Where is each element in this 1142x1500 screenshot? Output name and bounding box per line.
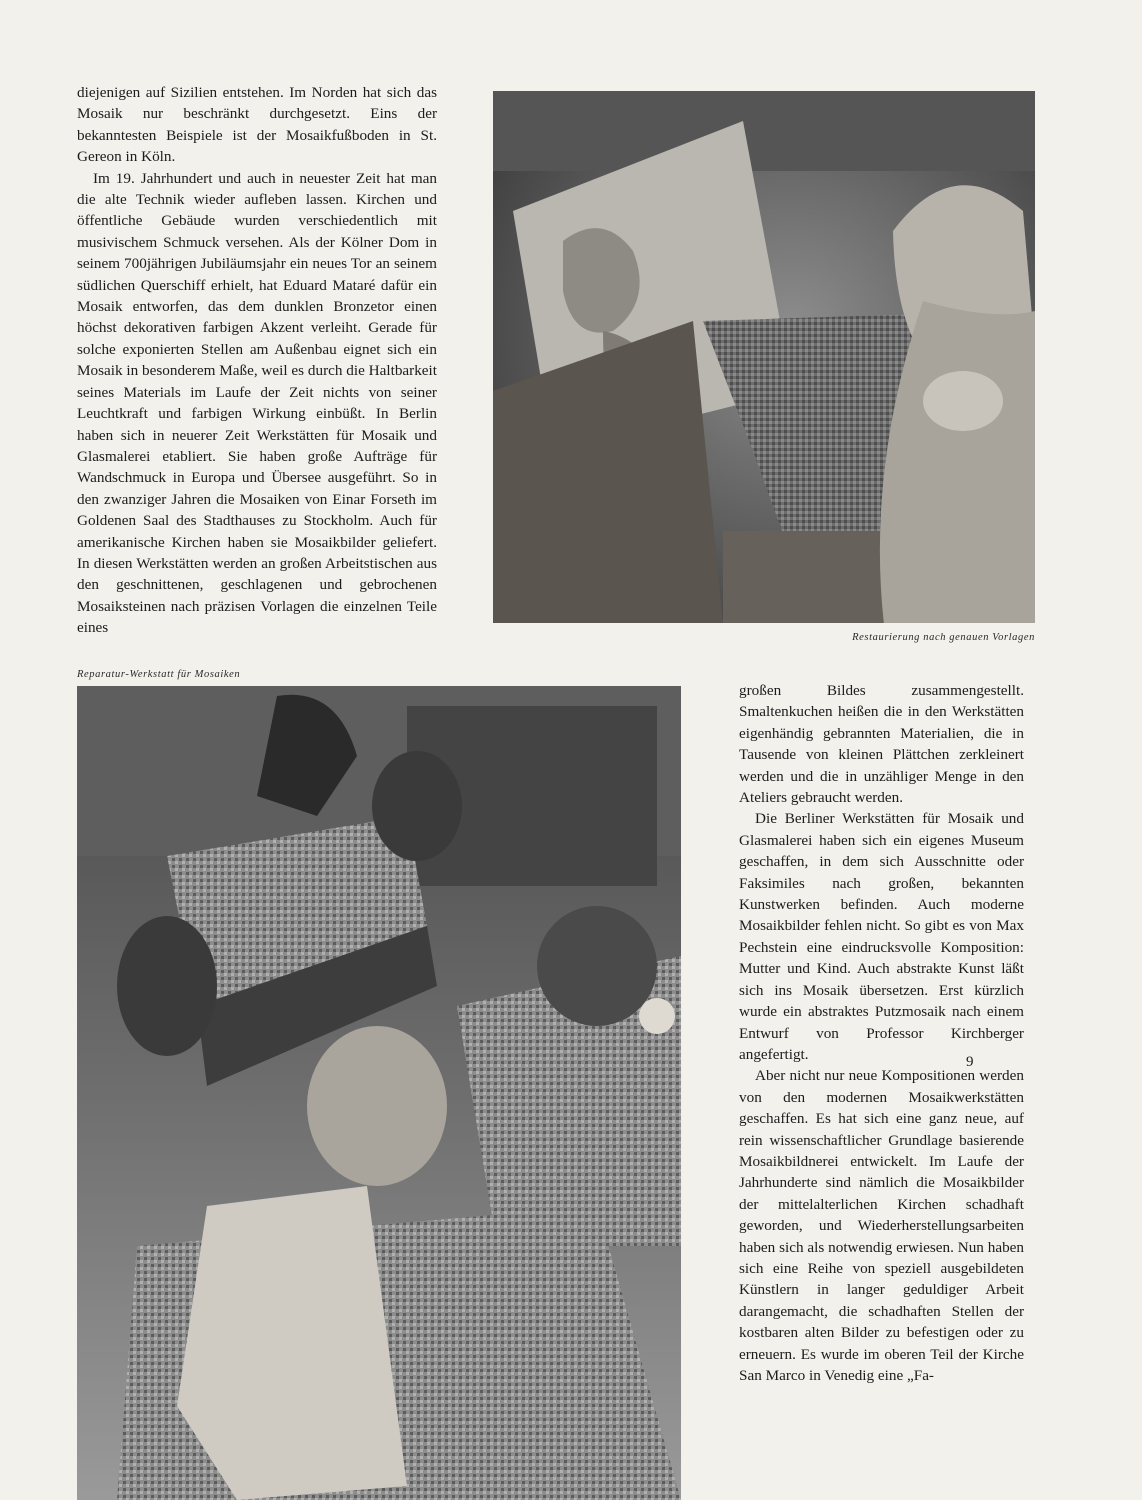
- paragraph: großen Bildes zusammengestellt. Smaltenkuchen heißen die in den Werkstätten eigenhändig gebrannten Materialien, die in Tausende von kleinen Plättchen zerkleinert werden und die in unzähliger Menge in den Ateliers gebraucht werden.: [739, 682, 1024, 807]
- paragraph: Die Berliner Werkstätten für Mosaik und Glasmalerei haben sich ein eigenes Museum geschaffen, in dem sich Ausschnitte oder Faksimiles nach großen, bekannten Kunstwerken befinden. Auch moderne Mosaikbilder fehlen nicht. So gibt es von Max Pechstein eine eindrucksvolle Komposition: Mutter und Kind. Auch abstrakte Kunst läßt sich ins Mosaik übersetzen. Erst kürzlich wurde ein abstraktes Putzmosaik nach einem Entwurf von Professor Kirchberger angefertigt.: [739, 810, 1024, 1063]
- photo-mosaic-workshop: [77, 686, 681, 1500]
- paragraph: diejenigen auf Sizilien entstehen. Im Norden hat sich das Mosaik nur beschränkt durchgesetzt. Eins der bekanntesten Beispiele ist der Mosaikfußboden in St. Gereon in Köln.: [77, 84, 437, 166]
- photo-graphic: [77, 686, 681, 1500]
- page-number: 9: [966, 1054, 974, 1070]
- paragraph: Aber nicht nur neue Kompositionen werden von den modernen Mosaikwerkstätten geschaffen. Es hat sich eine ganz neue, auf rein wissenschaftlicher Grundlage basierende Mosaikbildnerei entwickelt. Im Laufe der Jahrhunderte sind nämlich die Mosaikbilder der mittelalterlichen Kirchen schadhaft geworden, und Wiederherstellungsarbeiten haben sich als notwendig erwiesen. Nun haben sich eine Reihe von speziell ausgebildeten Künstlern in langer geduldiger Arbeit darangemacht, die schadhaften Stellen der kostbaren alten Bilder zu befestigen oder zu erneuern. Es wurde im oberen Teil der Kirche San Marco in Venedig eine „Fa-: [739, 1067, 1024, 1384]
- caption-bottom-photo: Reparatur-Werkstatt für Mosaiken: [77, 669, 241, 680]
- photo-restoration-craftsman: [493, 91, 1035, 623]
- article-column-bottom-right: [739, 680, 1024, 1386]
- article-column-top-left: [77, 82, 437, 639]
- paragraph: Im 19. Jahrhundert und auch in neuester Zeit hat man die alte Technik wieder aufleben lassen. Kirchen und öffentliche Gebäude wurden verschiedentlich mit musivischem Schmuck versehen. Als der Kölner Dom in seinem 700jährigen Jubiläumsjahr ein neues Tor an seinem südlichen Querschiff erhielt, hat Eduard Mataré dafür ein Mosaik entworfen, das dem dunklen Bronzetor einen höchst dekorativen farbigen Akzent verleiht. Gerade für solche exponierten Stellen am Außenbau eignet sich ein Mosaik in besonderem Maße, weil es durch die Haltbarkeit seines Materials im Laufe der Zeit nichts von seiner Leuchtkraft und farbigen Wirkung einbüßt. In Berlin haben sich in neuerer Zeit Werkstätten für Mosaik und Glasmalerei etabliert. Sie haben große Aufträge für Wandschmuck in Europa und Übersee ausgeführt. So in den zwanziger Jahren die Mosaiken von Einar Forseth im Goldenen Saal des Stadthauses zu Stockholm. Auch für amerikanische Kirchen haben sie Mosaikbilder geliefert. In diesen Werkstätten werden an großen Arbeitstischen aus den geschnittenen, geschlagenen und gebrochenen Mosaiksteinen nach präzisen Vorlagen die einzelnen Teile eines: [77, 169, 437, 637]
- photo-graphic: [493, 91, 1035, 623]
- caption-top-photo: Restaurierung nach genauen Vorlagen: [852, 632, 1035, 643]
